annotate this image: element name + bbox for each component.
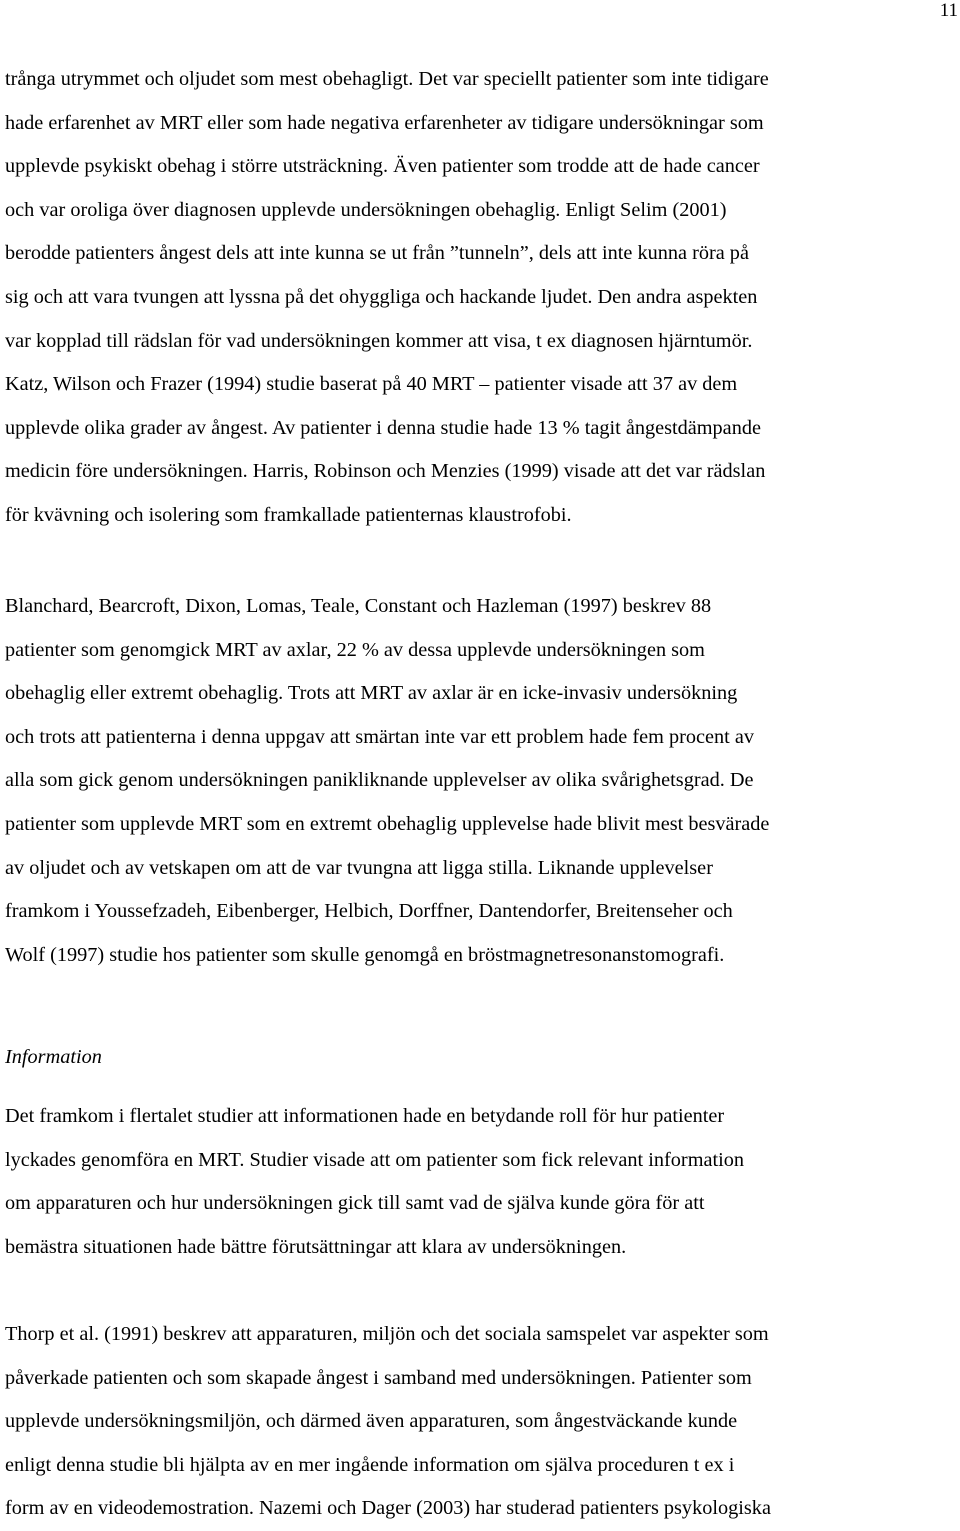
text-line: trånga utrymmet och oljudet som mest obehagligt. Det var speciellt patienter som inte tidigare	[5, 68, 769, 90]
text-line: och var oroliga över diagnosen upplevde undersökningen obehaglig. Enligt Selim (2001)	[5, 198, 727, 221]
text-line: upplevde psykiskt obehag i större utsträckning. Även patienter som trodde att de hade cancer	[5, 155, 760, 178]
paragraph-anxiety-causes	[5, 58, 960, 538]
text-line: upplevde olika grader av ångest. Av patienter i denna studie hade 13 % tagit ångestdämpande	[5, 416, 761, 439]
text-line: alla som gick genom undersökningen panikliknande upplevelser av olika svårighetsgrad. De	[5, 769, 754, 792]
text-line: Thorp et al. (1991) beskrev att apparaturen, miljön och det sociala samspelet var aspekter som	[5, 1323, 769, 1345]
paragraph-blanchard-study	[5, 585, 960, 977]
section-heading: Information	[5, 1046, 102, 1068]
text-line: påverkade patienten och som skapade ångest i samband med undersökningen. Patienter som	[5, 1366, 752, 1389]
text-line: sig och att vara tvungen att lyssna på det ohyggliga och hackande ljudet. Den andra aspekten	[5, 285, 758, 308]
text-line: medicin före undersökningen. Harris, Robinson och Menzies (1999) visade att det var rädslan	[5, 460, 766, 483]
text-line: berodde patienters ångest dels att inte kunna se ut från ”tunneln”, dels att inte kunna röra på	[5, 242, 749, 265]
text-line: lyckades genomföra en MRT. Studier visade att om patienter som fick relevant information	[5, 1148, 745, 1171]
text-line: patienter som upplevde MRT som en extremt obehaglig upplevelse hade blivit mest besvärade	[5, 812, 770, 835]
paragraph-information	[5, 1095, 960, 1269]
text-line: patienter som genomgick MRT av axlar, 22 % av dessa upplevde undersökningen som	[5, 638, 705, 661]
text-line: och trots att patienterna i denna uppgav att smärtan inte var ett problem hade fem procent av	[5, 725, 754, 748]
text-line: upplevde undersökningsmiljön, och därmed även apparaturen, som ångestväckande kunde	[5, 1410, 738, 1433]
text-line: för kvävning och isolering som framkallade patienternas klaustrofobi.	[5, 503, 572, 526]
text-line: av oljudet och av vetskapen om att de var tvungna att ligga stilla. Liknande upplevelser	[5, 856, 713, 879]
text-line: enligt denna studie bli hjälpta av en mer ingående information om själva proceduren t ex i	[5, 1453, 735, 1476]
text-line: om apparaturen och hur undersökningen gick till samt vad de själva kunde göra för att	[5, 1192, 705, 1215]
text-line: bemästra situationen hade bättre förutsättningar att klara av undersökningen.	[5, 1235, 627, 1258]
page-number: 11	[939, 0, 958, 21]
text-line: var kopplad till rädslan för vad undersökningen kommer att visa, t ex diagnosen hjärntumör.	[5, 329, 753, 352]
text-line: Katz, Wilson och Frazer (1994) studie baserat på 40 MRT – patienter visade att 37 av dem	[5, 373, 738, 396]
text-line: form av en videodemostration. Nazemi och Dager (2003) har studerad patienters psykologiska	[5, 1497, 771, 1520]
text-line: hade erfarenhet av MRT eller som hade negativa erfarenheter av tidigare undersökningar som	[5, 111, 764, 134]
paragraph-thorp-study	[5, 1313, 960, 1531]
text-line: framkom i Youssefzadeh, Eibenberger, Helbich, Dorffner, Dantendorfer, Breitenseher och	[5, 900, 733, 923]
text-line: obehaglig eller extremt obehaglig. Trots att MRT av axlar är en icke-invasiv undersökning	[5, 682, 738, 705]
text-line: Det framkom i flertalet studier att informationen hade en betydande roll för hur patienter	[5, 1105, 725, 1127]
text-line: Wolf (1997) studie hos patienter som skulle genomgå en bröstmagnetresonanstomografi.	[5, 943, 725, 966]
text-line: Blanchard, Bearcroft, Dixon, Lomas, Teale, Constant och Hazleman (1997) beskrev 88	[5, 595, 712, 617]
